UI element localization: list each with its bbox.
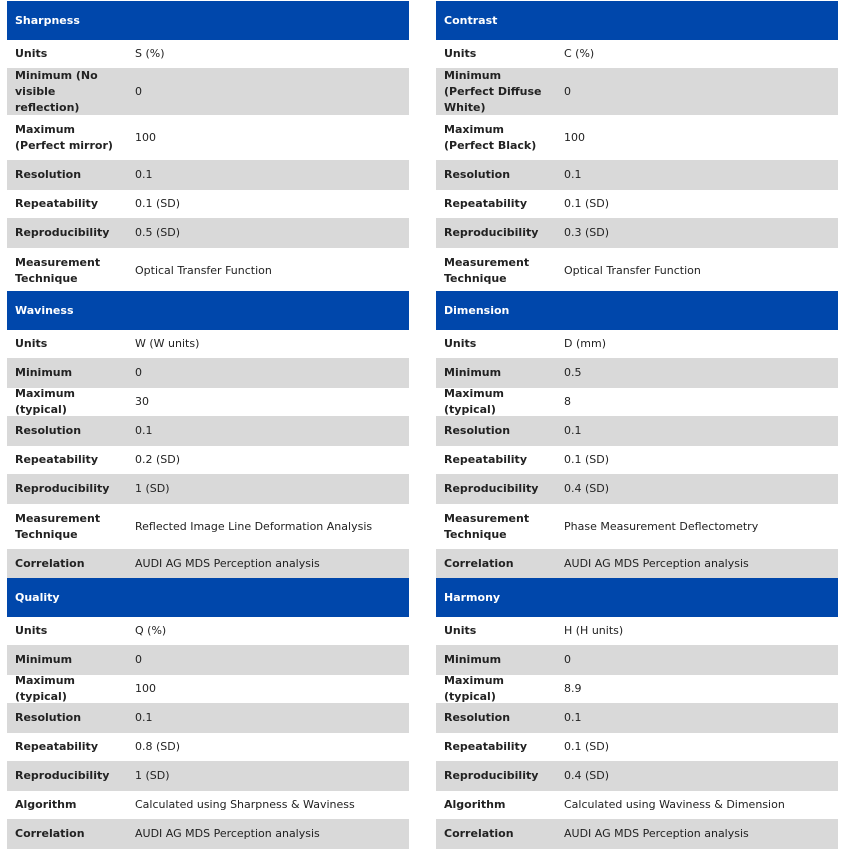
table-row: [436, 675, 838, 704]
row-label: Units: [444, 337, 477, 350]
table-row: [7, 675, 409, 704]
table-row: [436, 190, 838, 219]
row-label: Correlation: [444, 557, 514, 570]
row-value: 0.1 (SD): [564, 197, 610, 210]
row-label: Repeatability: [15, 740, 98, 753]
row-value: W (W units): [135, 337, 200, 350]
table-row: [436, 330, 838, 359]
table-row: [436, 646, 838, 675]
row-value: C (%): [564, 47, 595, 60]
table-row: [7, 69, 409, 115]
row-value: 0.1: [135, 424, 153, 437]
row-label: Minimum (No visible reflection): [15, 68, 98, 114]
table-row: [7, 190, 409, 219]
row-label: Resolution: [15, 424, 82, 437]
row-label: Resolution: [444, 168, 511, 181]
row-label: Maximum (typical): [444, 674, 504, 703]
row-value: 100: [135, 682, 156, 695]
sharpness-table: [7, 1, 409, 294]
row-label: Measurement Technique: [15, 511, 101, 541]
row-value: 0: [564, 653, 571, 666]
table-row: [7, 704, 409, 733]
table-row: [436, 704, 838, 733]
row-label: Maximum (Perfect Black): [444, 122, 537, 152]
row-label: Algorithm: [444, 798, 506, 811]
table-row: [7, 219, 409, 248]
row-label: Resolution: [444, 711, 511, 724]
row-label: Repeatability: [444, 197, 527, 210]
row-label: Minimum: [15, 653, 73, 666]
table-row: [7, 646, 409, 675]
row-value: D (mm): [564, 337, 606, 350]
row-value: Phase Measurement Deflectometry: [564, 519, 759, 533]
row-label: Maximum (typical): [15, 674, 75, 703]
row-value: Calculated using Sharpness & Waviness: [135, 798, 355, 811]
row-value: 0: [135, 653, 142, 666]
quality-table: [7, 578, 409, 849]
row-value: Optical Transfer Function: [135, 263, 272, 277]
row-value: 0.2 (SD): [135, 453, 181, 466]
row-value: AUDI AG MDS Perception analysis: [564, 827, 749, 840]
row-value: Q (%): [135, 624, 167, 637]
row-label: Units: [15, 624, 48, 637]
table-row: [436, 69, 838, 115]
row-label: Measurement Technique: [15, 255, 101, 285]
table-row: [7, 762, 409, 791]
row-value: AUDI AG MDS Perception analysis: [564, 557, 749, 570]
table-row: [436, 359, 838, 388]
row-label: Minimum: [444, 366, 502, 379]
row-value: 100: [564, 130, 585, 144]
row-value: 0.4 (SD): [564, 482, 610, 495]
table-row: [436, 40, 838, 69]
harmony-table: [436, 578, 838, 849]
table-row: [7, 617, 409, 646]
table-row: [436, 248, 838, 294]
dimension-table: [436, 291, 838, 579]
table-row: [436, 115, 838, 161]
row-value: 30: [135, 395, 149, 408]
table-row: [7, 388, 409, 417]
table-row: [436, 446, 838, 475]
row-label: Reproducibility: [444, 482, 539, 495]
row-value: AUDI AG MDS Perception analysis: [135, 557, 320, 570]
row-value: 0: [564, 84, 571, 98]
row-label: Reproducibility: [15, 482, 110, 495]
table-row: [436, 504, 838, 550]
row-value: 1 (SD): [135, 482, 170, 495]
row-label: Repeatability: [444, 453, 527, 466]
table-row: [7, 791, 409, 820]
table-row: [436, 219, 838, 248]
table-row: [7, 417, 409, 446]
row-label: Units: [15, 47, 48, 60]
row-label: Units: [15, 337, 48, 350]
table-row: [7, 550, 409, 579]
row-label: Minimum (Perfect Diffuse White): [444, 68, 542, 114]
row-value: 8: [564, 395, 571, 408]
row-label: Units: [444, 47, 477, 60]
row-label: Correlation: [444, 827, 514, 840]
row-value: 0: [135, 366, 142, 379]
row-value: 0.1: [135, 711, 153, 724]
row-label: Repeatability: [15, 197, 98, 210]
row-value: Calculated using Waviness & Dimension: [564, 798, 785, 811]
table-row: [7, 40, 409, 69]
waviness-table: [7, 291, 409, 579]
row-label: Correlation: [15, 557, 85, 570]
row-label: Resolution: [15, 711, 82, 724]
row-label: Reproducibility: [15, 769, 110, 782]
table-row: [436, 791, 838, 820]
row-label: Maximum (typical): [15, 387, 75, 416]
row-label: Minimum: [15, 366, 73, 379]
table-title: Quality: [7, 578, 409, 617]
table-row: [7, 733, 409, 762]
row-label: Maximum (typical): [444, 387, 504, 416]
row-value: 0.1: [564, 424, 582, 437]
row-label: Algorithm: [15, 798, 77, 811]
table-row: [7, 475, 409, 504]
table-row: [7, 446, 409, 475]
row-label: Resolution: [444, 424, 511, 437]
table-row: [436, 388, 838, 417]
row-label: Measurement Technique: [444, 511, 530, 541]
row-value: 0: [135, 84, 142, 98]
table-row: [436, 475, 838, 504]
table-row: [436, 161, 838, 190]
row-value: 0.1 (SD): [564, 453, 610, 466]
table-row: [7, 359, 409, 388]
contrast-table: [436, 1, 838, 294]
row-value: AUDI AG MDS Perception analysis: [135, 827, 320, 840]
table-row: [436, 550, 838, 579]
row-label: Reproducibility: [15, 226, 110, 239]
row-label: Reproducibility: [444, 769, 539, 782]
table-row: [7, 248, 409, 294]
row-value: 0.1: [564, 711, 582, 724]
row-value: 0.8 (SD): [135, 740, 181, 753]
table-title: Contrast: [436, 1, 838, 40]
row-label: Minimum: [444, 653, 502, 666]
row-value: 8.9: [564, 682, 582, 695]
table-row: [7, 115, 409, 161]
row-value: 0.1: [135, 168, 153, 181]
table-row: [7, 161, 409, 190]
table-title: Dimension: [436, 291, 838, 330]
row-value: 0.3 (SD): [564, 226, 610, 239]
row-value: 0.4 (SD): [564, 769, 610, 782]
table-row: [436, 617, 838, 646]
table-title: Harmony: [436, 578, 838, 617]
row-value: 1 (SD): [135, 769, 170, 782]
row-label: Repeatability: [444, 740, 527, 753]
row-label: Measurement Technique: [444, 255, 530, 285]
row-value: Optical Transfer Function: [564, 263, 701, 277]
row-value: 0.1: [564, 168, 582, 181]
row-value: H (H units): [564, 624, 624, 637]
table-row: [436, 762, 838, 791]
row-value: 0.5: [564, 366, 582, 379]
row-label: Maximum (Perfect mirror): [15, 122, 113, 152]
row-value: S (%): [135, 47, 165, 60]
table-row: [436, 417, 838, 446]
table-row: [7, 330, 409, 359]
table-row: [436, 733, 838, 762]
row-value: 0.1 (SD): [135, 197, 181, 210]
table-title: Waviness: [7, 291, 409, 330]
row-value: Reflected Image Line Deformation Analysis: [135, 519, 373, 533]
table-row: [7, 820, 409, 849]
table-row: [436, 820, 838, 849]
row-label: Units: [444, 624, 477, 637]
row-label: Repeatability: [15, 453, 98, 466]
table-row: [7, 504, 409, 550]
row-label: Correlation: [15, 827, 85, 840]
table-title: Sharpness: [7, 1, 409, 40]
row-value: 0.1 (SD): [564, 740, 610, 753]
row-label: Resolution: [15, 168, 82, 181]
row-label: Reproducibility: [444, 226, 539, 239]
row-value: 0.5 (SD): [135, 226, 181, 239]
row-value: 100: [135, 130, 156, 144]
